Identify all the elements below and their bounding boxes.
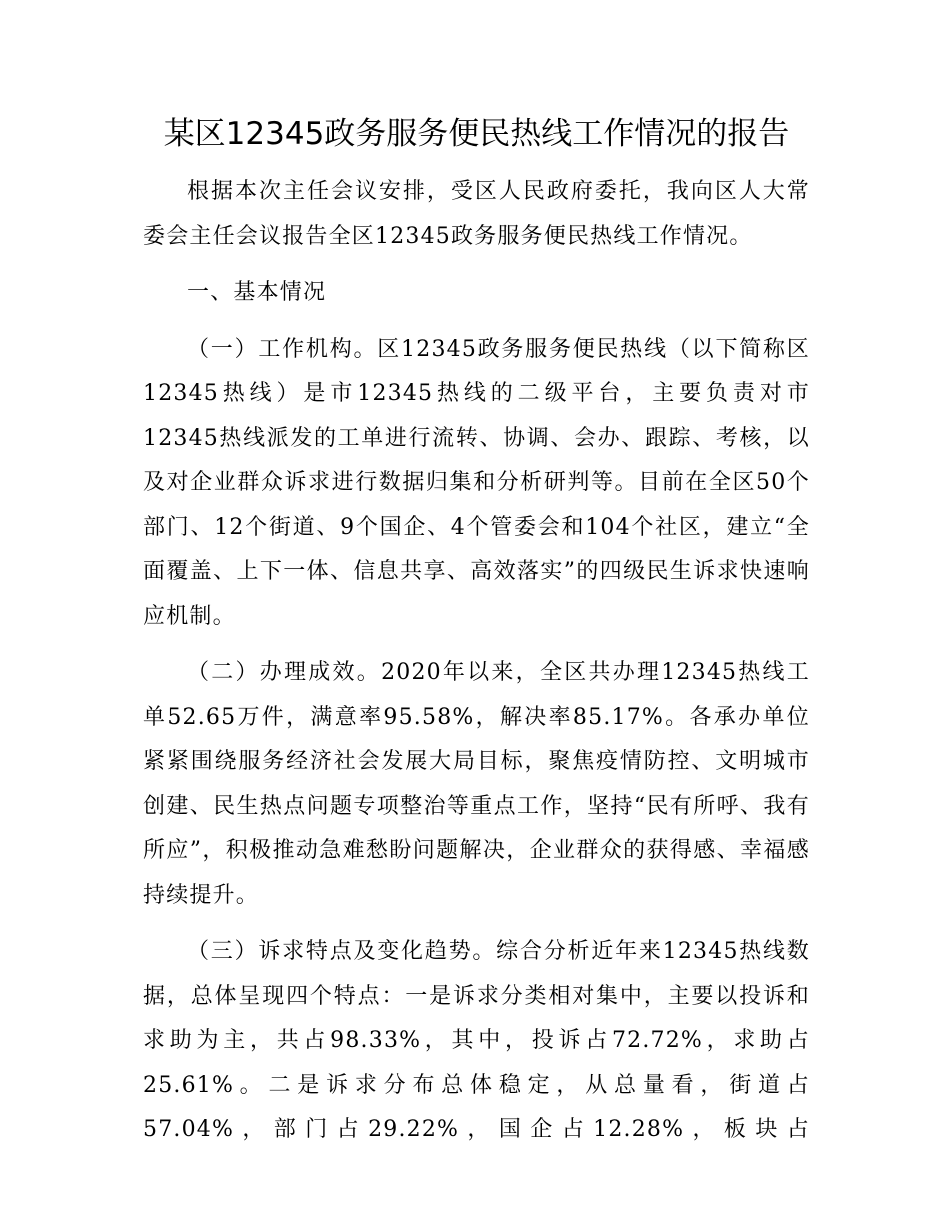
paragraph-appeal-characteristics: （三）诉求特点及变化趋势。综合分析近年来12345热线数据，总体呈现四个特点：一是诉求分类相对集中，主要以投诉和求助为主，共占98.33%，其中，投诉占72.72%，求助占25.61%。二是诉求分布总体稳定，从总量看，街道占57.04%，部门占29.22%，国企占12.28%，板块占	[143, 939, 810, 1142]
document-title: 某区12345政务服务便民热线工作情况的报告	[163, 116, 790, 152]
intro-paragraph: 根据本次主任会议安排，受区人民政府委托，我向区人大常委会主任会议报告全区12345政务服务便民热线工作情况。	[143, 179, 810, 249]
section-heading-basic-situation: 一、基本情况	[187, 280, 327, 305]
document-body	[143, 170, 810, 1165]
paragraph-handling-results: （二）办理成效。2020年以来，全区共办理12345热线工单52.65万件，满意率95.58%，解决率85.17%。各承办单位紧紧围绕服务经济社会发展大局目标，聚焦疫情防控、文明城市创建、民生热点问题专项整治等重点工作，坚持“民有所呼、我有所应”，积极推动急难愁盼问题解决，企业群众的获得感、幸福感持续提升。	[143, 660, 810, 908]
paragraph-work-organization: （一）工作机构。区12345政务服务便民热线（以下简称区12345热线）是市12345热线的二级平台，主要负责对市12345热线派发的工单进行流转、协调、会办、跟踪、考核，以及对企业群众诉求进行数据归集和分析研判等。目前在全区50个部门、12个街道、9个国企、4个管委会和104个社区，建立“全面覆盖、上下一体、信息共享、高效落实”的四级民生诉求快速响应机制。	[143, 336, 810, 629]
